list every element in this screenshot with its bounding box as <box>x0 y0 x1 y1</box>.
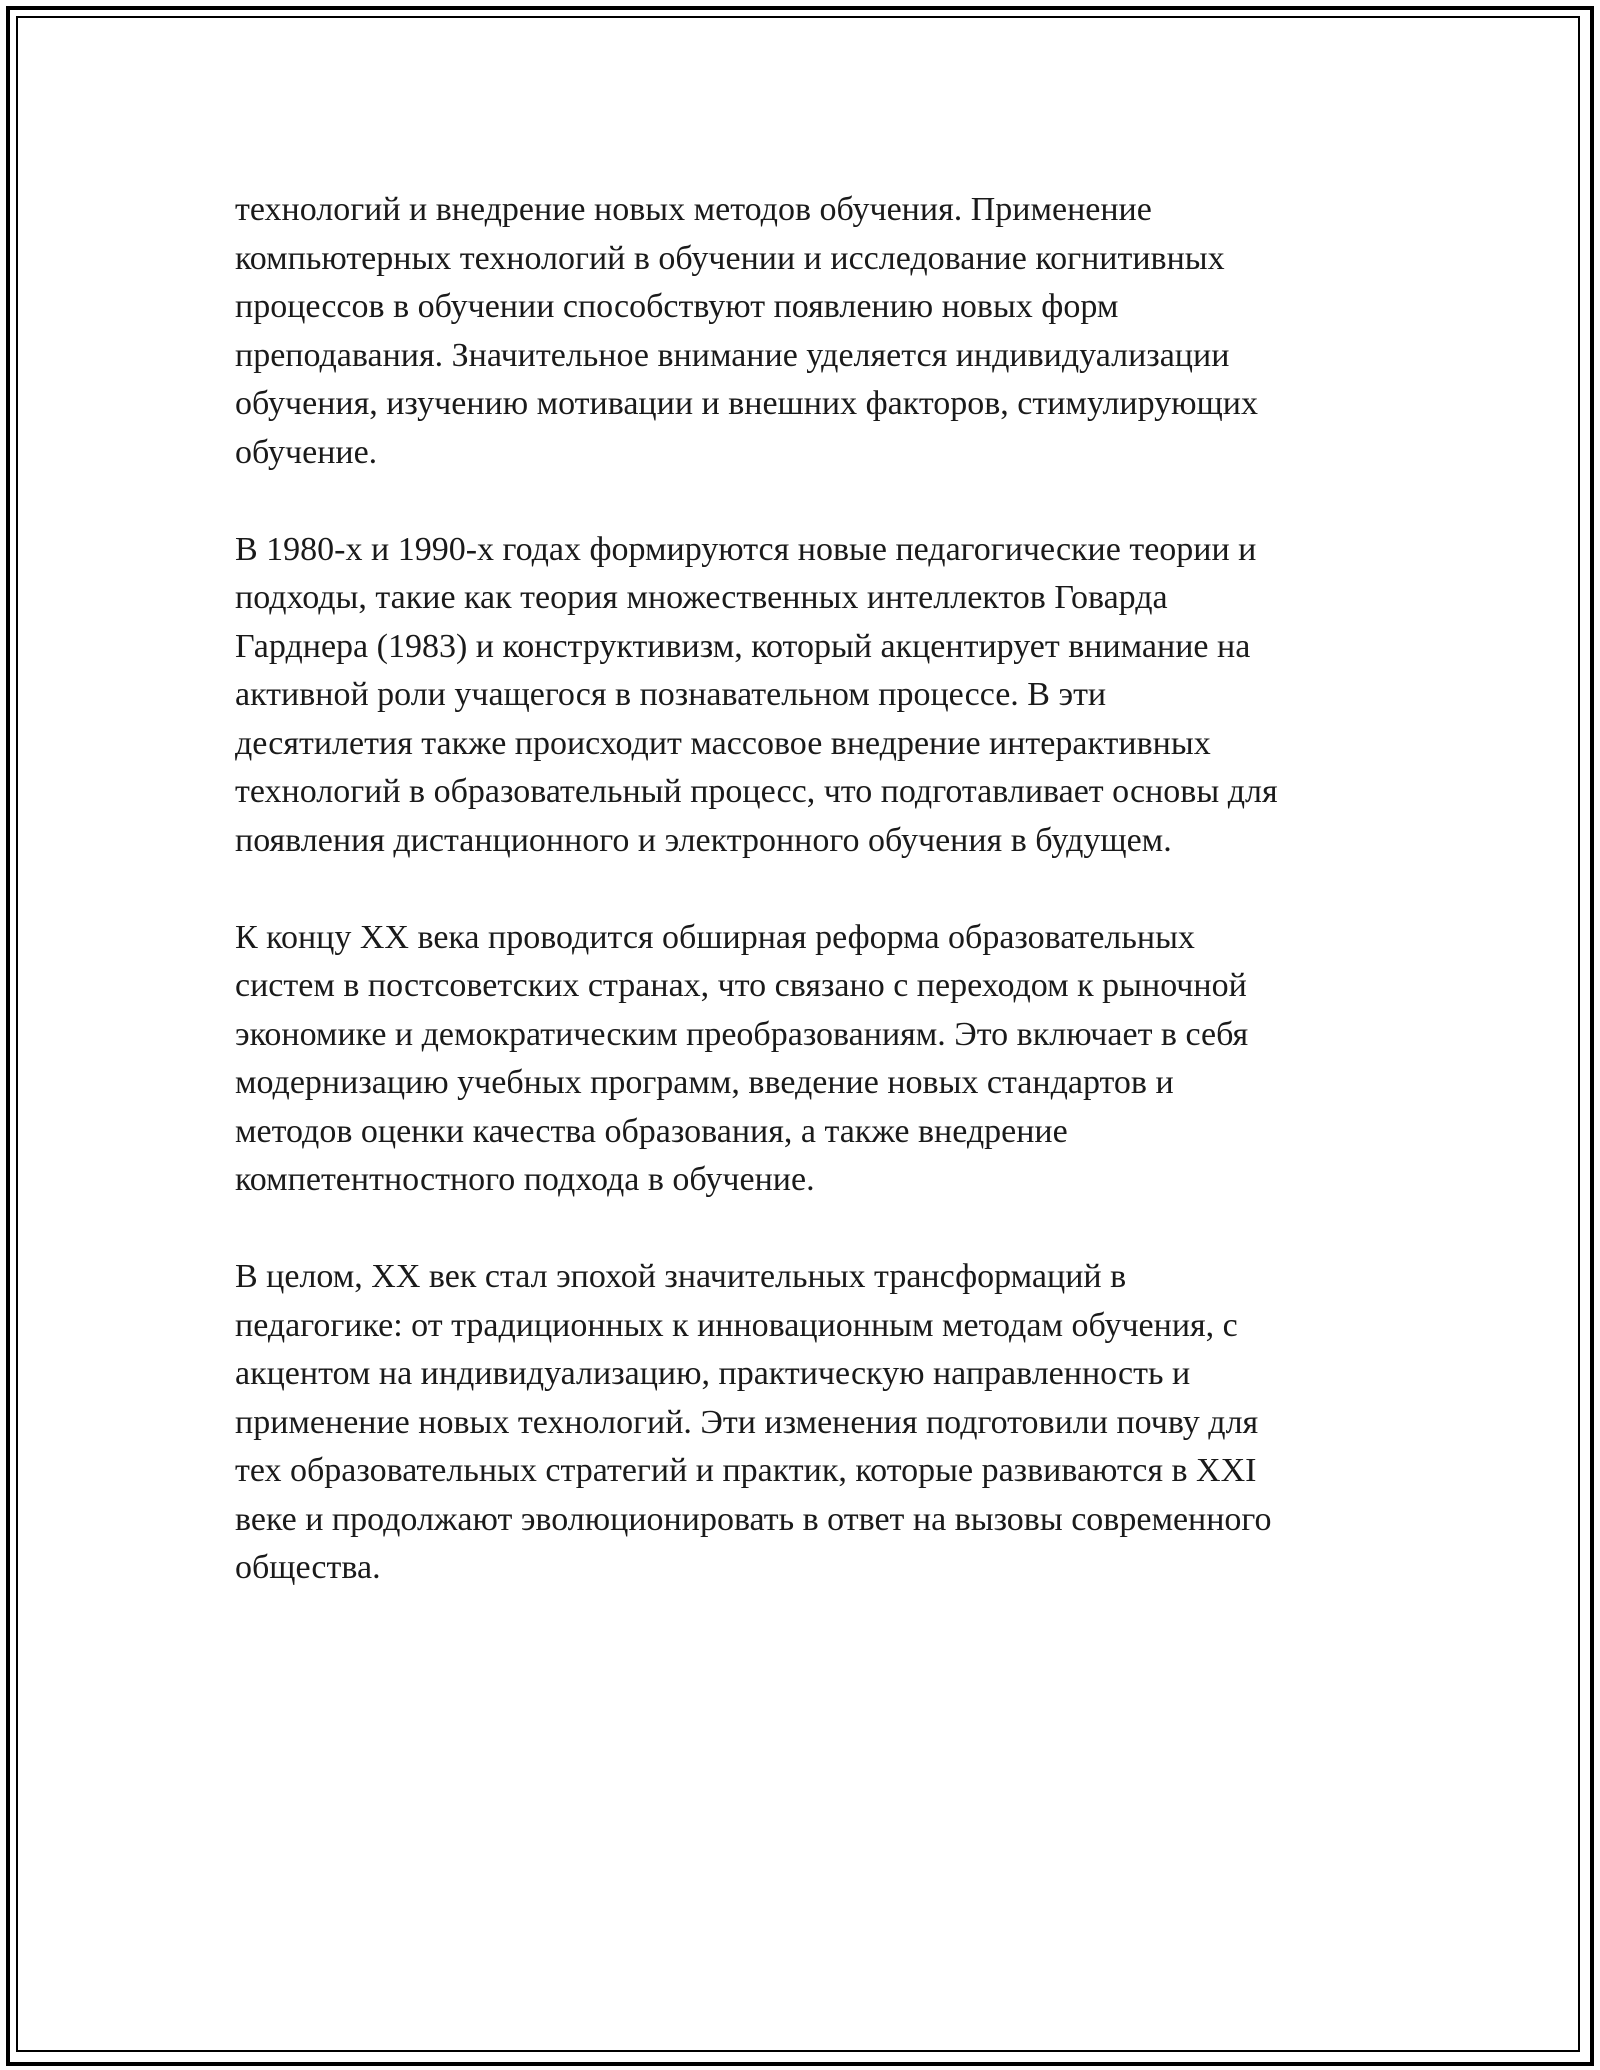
text-line: подходы, такие как теория множественных интеллектов Говарда <box>235 579 1168 616</box>
document-body <box>235 186 1385 1593</box>
text-line: В 1980-х и 1990-х годах формируются новые педагогические теории и <box>235 530 1257 568</box>
text-line: компьютерных технологий в обучении и исследование когнитивных <box>235 239 1225 277</box>
text-line: тех образовательных стратегий и практик, которые развиваются в XXI <box>235 1452 1257 1489</box>
text-line: веке и продолжают эволюционировать в ответ на вызовы современного <box>235 1500 1272 1538</box>
text-line: экономике и демократическим преобразованиям. Это включает в себя <box>235 1015 1249 1053</box>
paragraph-3 <box>235 914 1385 1205</box>
text-line: технологий и внедрение новых методов обучения. Применение <box>235 191 1152 228</box>
text-line: процессов в обучении способствуют появлению новых форм <box>235 288 1119 325</box>
text-line: обучения, изучению мотивации и внешних факторов, стимулирующих <box>235 385 1258 422</box>
text-line: акцентом на индивидуализацию, практическую направленность и <box>235 1355 1191 1392</box>
text-line: методов оценки качества образования, а также внедрение <box>235 1112 1068 1150</box>
text-line: Гарднера (1983) и конструктивизм, который акцентирует внимание на <box>235 627 1251 665</box>
text-line: В целом, XX век стал эпохой значительных трансформаций в <box>235 1258 1127 1295</box>
text-line: применение новых технологий. Эти изменения подготовили почву для <box>235 1403 1259 1441</box>
text-line: преподавания. Значительное внимание уделяется индивидуализации <box>235 336 1230 374</box>
paragraph-1 <box>235 186 1385 477</box>
paragraph-4 <box>235 1253 1385 1593</box>
text-line: десятилетия также происходит массовое внедрение интерактивных <box>235 724 1211 762</box>
text-line: К концу XX века проводится обширная реформа образовательных <box>235 918 1195 956</box>
text-line: модернизацию учебных программ, введение новых стандартов и <box>235 1064 1174 1101</box>
text-line: появления дистанционного и электронного обучения в будущем. <box>235 821 1172 859</box>
text-line: педагогике: от традиционных к инновационным методам обучения, с <box>235 1306 1238 1344</box>
text-line: компетентностного подхода в обучение. <box>235 1161 815 1198</box>
text-line: систем в постсоветских странах, что связано с переходом к рыночной <box>235 967 1247 1004</box>
text-line: общества. <box>235 1549 381 1586</box>
text-line: активной роли учащегося в познавательном процессе. В эти <box>235 676 1107 713</box>
paragraph-2 <box>235 526 1385 866</box>
text-line: обучение. <box>235 433 378 471</box>
text-line: технологий в образовательный процесс, что подготавливает основы для <box>235 773 1278 810</box>
